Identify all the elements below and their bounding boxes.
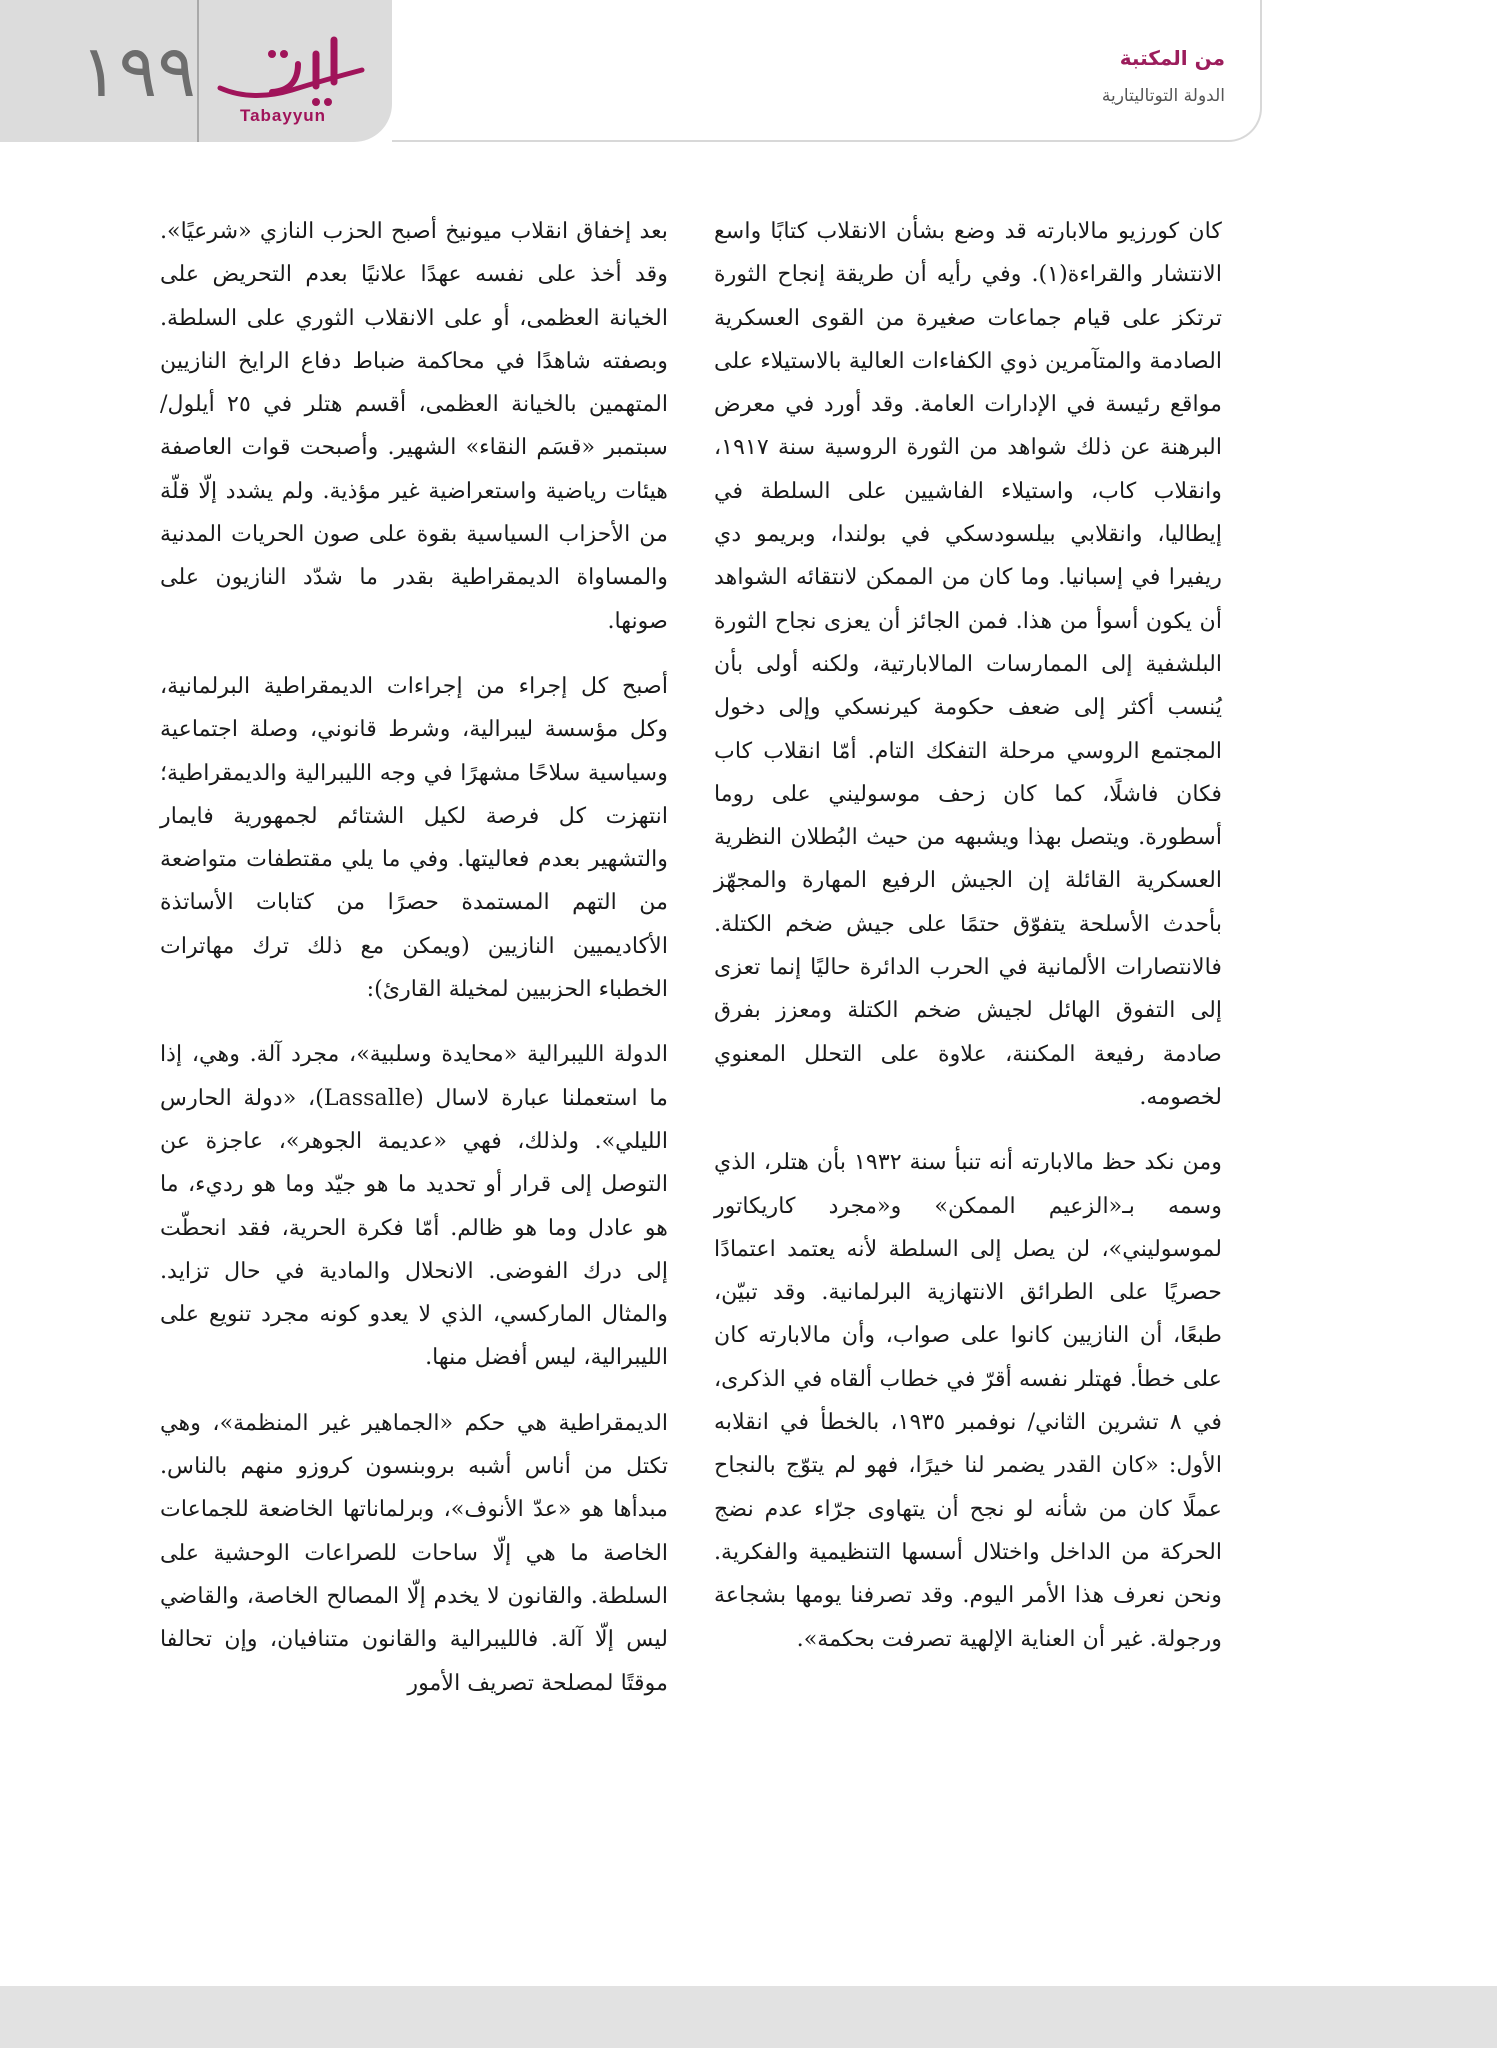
paragraph: ومن نكد حظ مالابارته أنه تنبأ سنة ١٩٣٢ بأن هتلر، الذي وسمه بـ«الزعيم الممكن» و«مجرد كاريكاتور لموسوليني»، لن يصل إلى السلطة لأنه يعتمد اعتمادًا حصريًا على الطرائق الانتهازية البرلمانية. وقد تبيّن، طبعًا، أن النازيين كانوا على صواب، وأن مالابارته كان على خطأ. فهتلر نفسه أقرّ في خطاب ألقاه في الذكرى، في ٨ تشرين الثاني/ نوفمبر ١٩٣٥، بالخطأ في انقلابه الأول: «كان القدر يضمر لنا خيرًا، فهو لم يتوّج بالنجاح عملًا كان من شأنه لو نجح أن يتهاوى جرّاء عدم نضج الحركة من الداخل واختلال أسسها التنظيمية والفكرية. ونحن نعرف هذا الأمر اليوم. وقد تصرفنا يومها بشجاعة ورجولة. غير أن العناية الإلهية تصرفت بحكمة». (714, 1149, 1222, 1652)
page-header (0, 0, 1497, 142)
divider (197, 0, 199, 142)
logo-latin: Tabayyun (239, 106, 327, 125)
text-column-right (714, 210, 1222, 1683)
paragraph: بعد إخفاق انقلاب ميونيخ أصبح الحزب النازي «شرعيًا». وقد أخذ على نفسه عهدًا علانيًا بعدم التحريض على الخيانة العظمى، أو على الانقلاب الثوري على السلطة. وبصفته شاهدًا في محاكمة ضباط دفاع الرايخ النازيين المتهمين بالخيانة العظمى، أقسم هتلر في ٢٥ أيلول/ سبتمبر «قسَم النقاء» الشهير. وأصبحت قوات العاصفة هيئات رياضية واستعراضية غير مؤذية. ولم يشدد إلّا قلّة من الأحزاب السياسية بقوة على صون الحريات المدنية والمساواة الديمقراطية بقدر ما شدّد النازيون على صونها. (160, 218, 669, 634)
paragraph: أصبح كل إجراء من إجراءات الديمقراطية البرلمانية، وكل مؤسسة ليبرالية، وشرط قانوني، وصلة اجتماعية وسياسية سلاحًا مشهرًا في وجه الليبرالية والديمقراطية؛ انتهزت كل فرصة لكيل الشتائم لجمهورية فايمار والتشهير بعدم فعاليتها. وفي ما يلي مقتطفات متواضعة من التهم المستمدة حصرًا من كتابات الأساتذة الأكاديميين النازيين (ويمكن مع ذلك ترك مهاترات الخطباء الحزبيين لمخيلة القارئ): (160, 672, 668, 1003)
paragraph: كان كورزيو مالابارته قد وضع بشأن الانقلاب كتابًا واسع الانتشار والقراءة(١). وفي رأيه أن طريقة إنجاح الثورة ترتكز على قيام جماعات صغيرة من القوى العسكرية الصادمة والمتآمرين ذوي الكفاءات العالية بالاستيلاء على مواقع رئيسة في الإدارات العامة. وقد أورد في معرض البرهنة عن ذلك شواهد من الثورة الروسية سنة ١٩١٧، وانقلاب كاب، واستيلاء الفاشيين على السلطة في إيطاليا، وانقلابي بيلسودسكي في بولندا، وبريمو دي ريفيرا في إسبانيا. وما كان من الممكن لانتقائه الشواهد أن يكون أسوأ من هذا. فمن الجائز أن يعزى نجاح الثورة البلشفية إلى الممارسات المالابارتية، ولكنه أولى بأن يُنسب أكثر إلى ضعف حكومة كيرنسكي وإلى دخول المجتمع الروسي مرحلة التفكك التام. أمّا انقلاب كاب فكان فاشلًا، كما كان زحف موسوليني على روما أسطورة. ويتصل بهذا ويشبهه من حيث البُطلان النظرية العسكرية القائلة إن الجيش الرفيع المهارة والمجهّز بأحدث الأسلحة يتفوّق حتمًا على جيش ضخم الكتلة. فالانتصارات الألمانية في الحرب الدائرة حاليًا إنما تعزى إلى التفوق الهائل لجيش ضخم الكتلة ومعزز بفرق صادمة رفيعة المكننة، علاوة على التحلل المعنوي لخصومه. (714, 218, 1222, 1110)
page-number: ١٩٩ (80, 29, 197, 113)
section-label: من المكتبة (1119, 46, 1225, 70)
paragraph: الديمقراطية هي حكم «الجماهير غير المنظمة»، وهي تكتل من أناس أشبه بروبنسون كروزو منهم بالناس. مبدأها هو «عدّ الأنوف»، وبرلماناتها الخاضعة للجماعات الخاصة ما هي إلّا ساحات للصراعات الوحشية على السلطة. والقانون لا يخدم إلّا المصالح الخاصة، والقاضي ليس إلّا آلة. فالليبرالية والقانون متنافيان، وإن تحالفا موقتًا لمصلحة تصريف الأمور (160, 1409, 668, 1696)
paragraph: الدولة الليبرالية «محايدة وسلبية»، مجرد آلة. وهي، إذا ما استعملنا عبارة لاسال (Lassalle)، «دولة الحارس الليلي». ولذلك، فهي «عديمة الجوهر»، عاجزة عن التوصل إلى قرار أو تحديد ما هو جيّد وما هو رديء، ما هو عادل وما هو ظالم. أمّا فكرة الحرية، فقد انحطّت إلى درك الفوضى. الانحلال والمادية في حال تزايد. والمثال الماركسي، الذي لا يعدو كونه مجرد تنويع على الليبرالية، ليس أفضل منها. (160, 1041, 669, 1371)
text-column-left (160, 210, 668, 1727)
footer-band (0, 1986, 1497, 2048)
running-title: الدولة التوتاليتارية (1101, 86, 1225, 106)
